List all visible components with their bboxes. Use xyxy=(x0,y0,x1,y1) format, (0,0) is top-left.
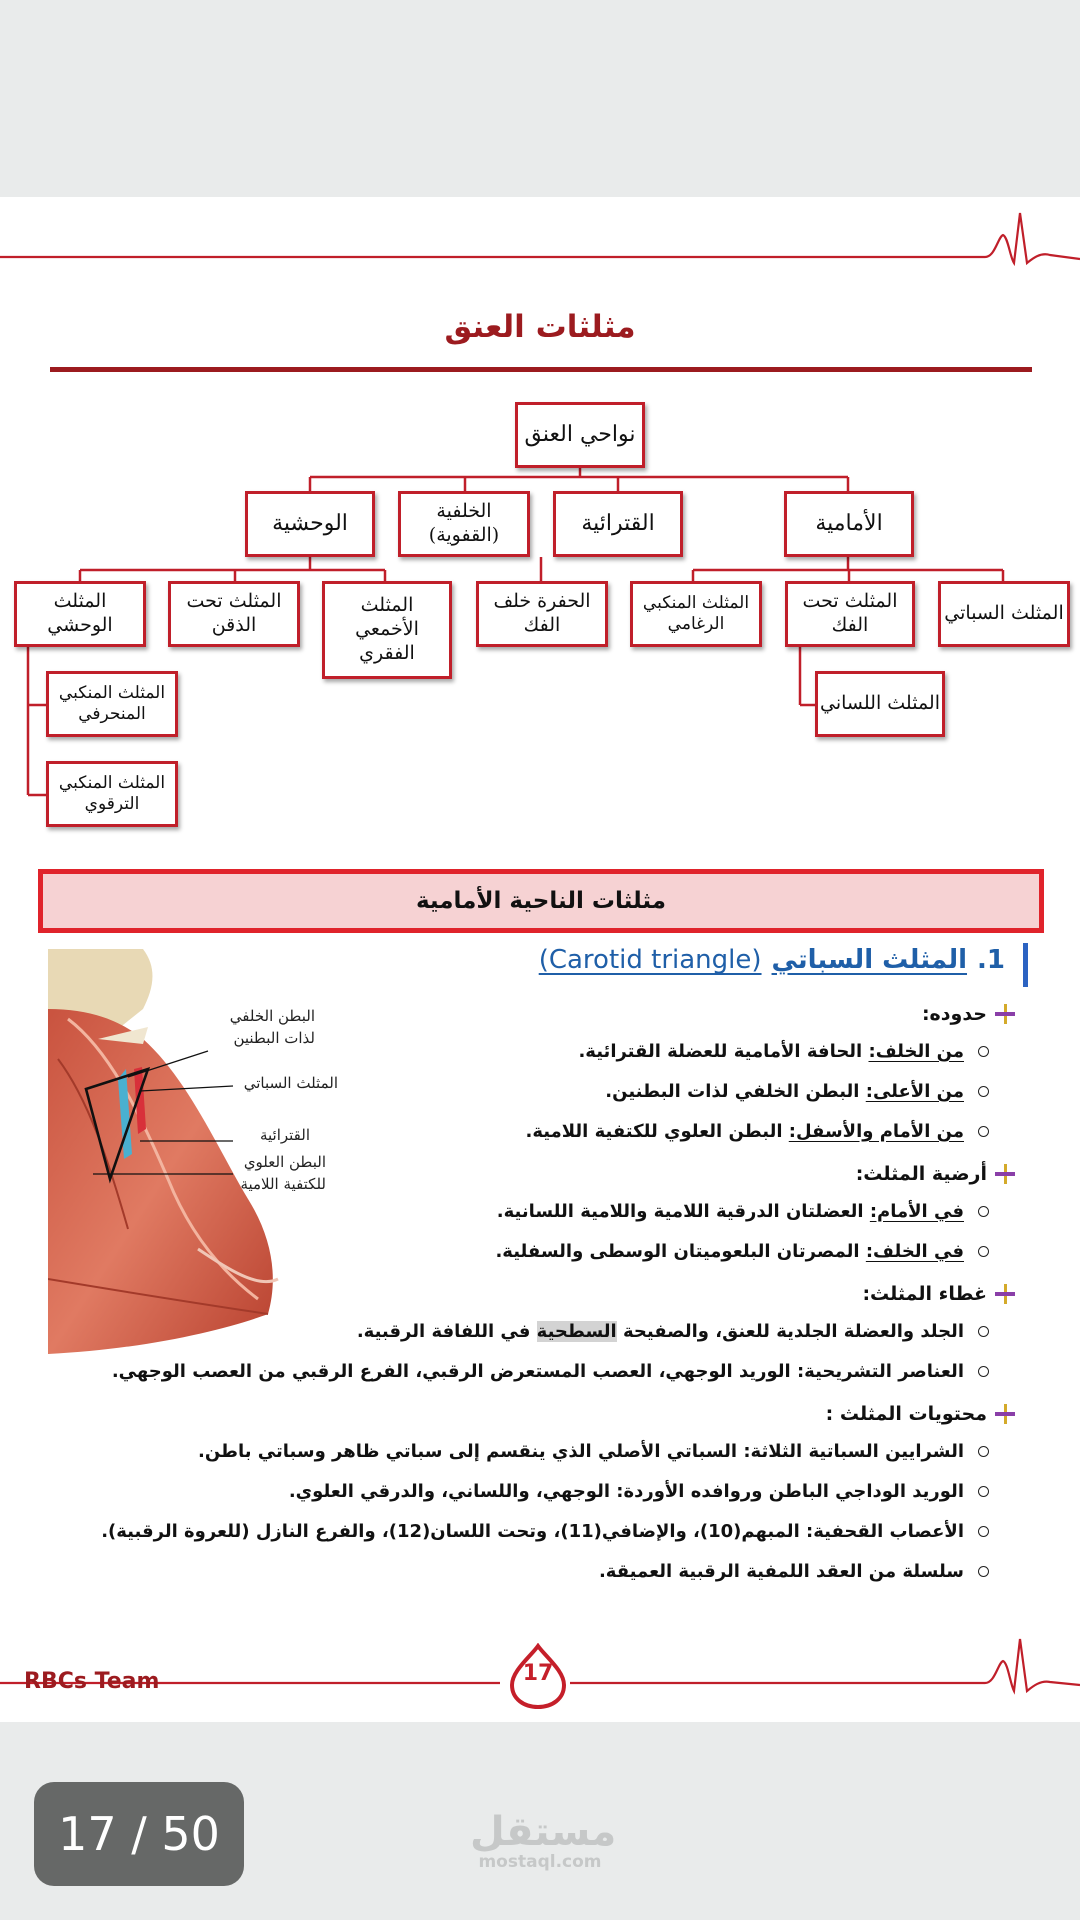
pin-bullet-icon xyxy=(995,1404,1015,1424)
section-number: 1. xyxy=(977,945,1005,975)
list-item: الوريد الوداجي الباطن وروافده الأوردة: الوجهي، واللساني، والدرقي العلوي. xyxy=(295,1471,1015,1511)
page-number-badge xyxy=(508,1643,568,1709)
list-item: في الخلف: المصرتان البلعوميتان الوسطى والسفلية. xyxy=(295,1231,1015,1271)
region-sterno: القترائية xyxy=(553,491,683,557)
label-posterior-belly: البطن الخلفي xyxy=(229,1007,315,1025)
contents-heading: محتويات المثلث : xyxy=(295,1397,1015,1431)
circle-bullet-icon xyxy=(978,1486,989,1497)
triangle-omotracheal: المثلث المنكبي الرغامي xyxy=(630,581,762,647)
circle-bullet-icon xyxy=(978,1566,989,1577)
fossa-retromandibular: الحفرة خلف الفك xyxy=(476,581,608,647)
label-carotid-triangle: المثلث السباتي xyxy=(243,1074,338,1092)
circle-bullet-icon xyxy=(978,1086,989,1097)
triangle-submental: المثلث تحت الذقن xyxy=(168,581,300,647)
list-item: من الأعلى: البطن الخلفي لذات البطنين. xyxy=(295,1071,1015,1111)
triangle-lateral: المثلث الوحشي xyxy=(14,581,146,647)
footer-team: RBCs Team xyxy=(24,1669,160,1694)
section-heading xyxy=(539,945,1005,975)
region-lateral: الوحشية xyxy=(245,491,375,557)
list-item: من الأمام والأسفل: البطن العلوي للكتفية اللامية. xyxy=(295,1111,1015,1151)
watermark: مستقل mostaql.com xyxy=(470,1809,617,1872)
section-latin: (Carotid triangle) xyxy=(538,945,762,975)
document-page xyxy=(0,197,1080,1722)
triangle-lingual: المثلث اللساني xyxy=(815,671,945,737)
circle-bullet-icon xyxy=(978,1446,989,1457)
tree-root: نواحي العنق xyxy=(515,402,645,468)
circle-bullet-icon xyxy=(978,1326,989,1337)
roof-heading: غطاء المثلث: xyxy=(295,1277,1015,1311)
circle-bullet-icon xyxy=(978,1206,989,1217)
list-item: العناصر التشريحية: الوريد الوجهي، العصب المستعرض الرقبي، الفرع الرقبي من العصب الوجهي. xyxy=(295,1351,1015,1391)
borders-heading: حدوده: xyxy=(295,997,1015,1031)
list-item: في الأمام: العضلتان الدرقية اللامية واللامية اللسانية. xyxy=(295,1191,1015,1231)
circle-bullet-icon xyxy=(978,1366,989,1377)
circle-bullet-icon xyxy=(978,1046,989,1057)
label-digastric: لذات البطنين xyxy=(233,1029,315,1047)
region-posterior: الخلفية (القفوية) xyxy=(398,491,530,557)
page-counter: 17 / 50 xyxy=(34,1782,244,1886)
section-name: المثلث السباتي xyxy=(771,945,968,975)
floor-heading: أرضية المثلث: xyxy=(295,1157,1015,1191)
section-banner: مثلثات الناحية الأمامية xyxy=(38,869,1044,933)
list-item: من الخلف: الحافة الأمامية للعضلة القترائية. xyxy=(295,1031,1015,1071)
label-omohyoid: للكتفية اللامية xyxy=(240,1175,326,1193)
region-anterior: الأمامية xyxy=(784,491,914,557)
pin-bullet-icon xyxy=(995,1164,1015,1184)
list-item: الجلد والعضلة الجلدية للعنق، والصفيحة السطحية في اللفافة الرقبية. xyxy=(295,1311,1015,1351)
page-title: مثلثات العنق xyxy=(444,309,636,345)
label-scm: القترائية xyxy=(259,1126,310,1144)
pin-bullet-icon xyxy=(995,1004,1015,1024)
label-superior-belly: البطن العلوي xyxy=(243,1153,326,1171)
list-item: سلسلة من العقد اللمفية الرقبية العميقة. xyxy=(295,1551,1015,1591)
triangle-omoclavicular: المثلث المنكبي الترقوي xyxy=(46,761,178,827)
circle-bullet-icon xyxy=(978,1526,989,1537)
heading-bar xyxy=(1023,943,1028,987)
triangle-occipital: المثلث الأخمعي الفقري xyxy=(322,581,452,679)
page-number: 17 xyxy=(522,1661,554,1686)
triangle-carotid: المثلث السباتي xyxy=(938,581,1070,647)
list-item: الشرايين السباتية الثلاثة: السباتي الأصلي الذي ينقسم إلى سباتي ظاهر وسباتي باطن. xyxy=(295,1431,1015,1471)
circle-bullet-icon xyxy=(978,1246,989,1257)
list-item: الأعصاب القحفية: المبهم(10)، والإضافي(11)، وتحت اللسان(12)، والفرع النازل (للعروة الرقبية). xyxy=(295,1511,1015,1551)
circle-bullet-icon xyxy=(978,1126,989,1137)
triangle-submandibular: المثلث تحت الفك xyxy=(785,581,915,647)
pin-bullet-icon xyxy=(995,1284,1015,1304)
triangle-omotrapezoid: المثلث المنكبي المنحرفي xyxy=(46,671,178,737)
